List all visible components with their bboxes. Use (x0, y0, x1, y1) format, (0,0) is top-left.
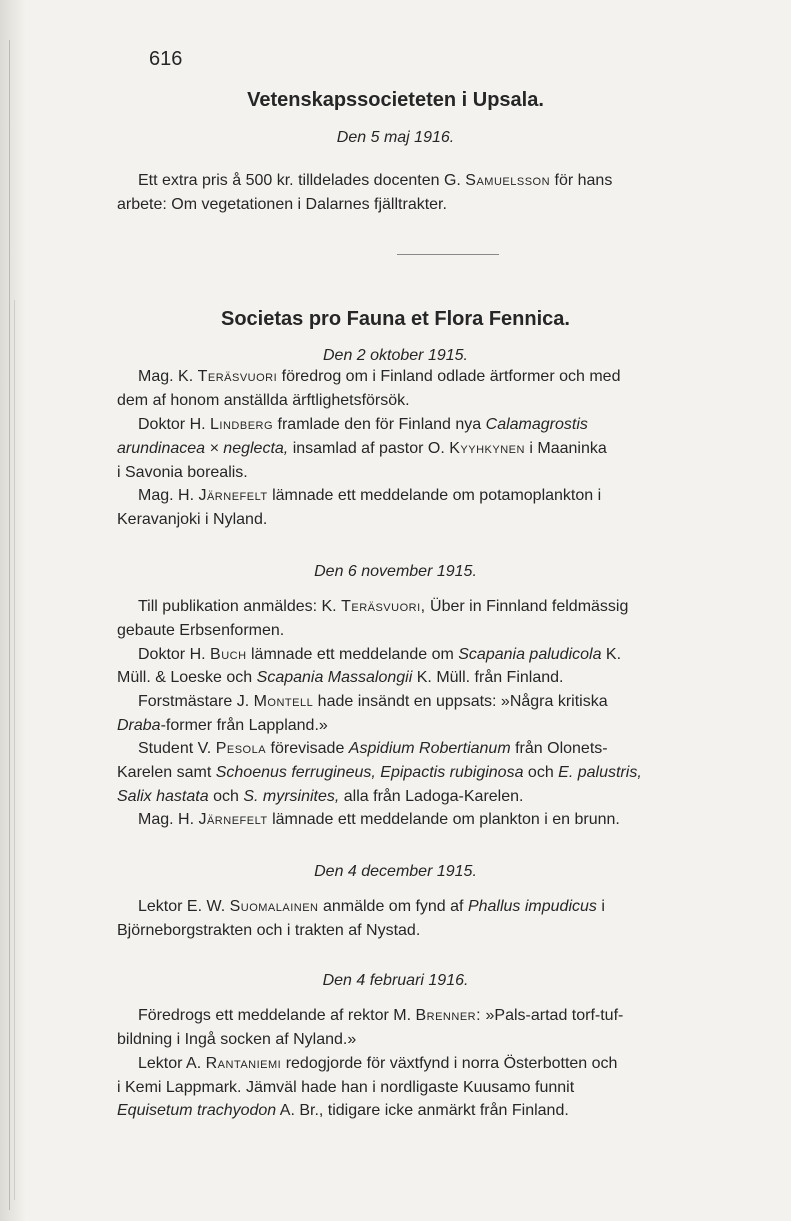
text-line: Mag. H. Järnefelt lämnade ett meddelande om plankton i en brunn. (138, 811, 620, 828)
section-title-vetenskapssocieteten: Vetenskapssocieteten i Upsala. (247, 89, 544, 111)
date-6-november: Den 6 november 1915. (314, 563, 477, 580)
text-line: Doktor H. Buch lämnade ett meddelande om Scapania paludicola K. (138, 646, 622, 663)
text-line: Föredrogs ett meddelande af rektor M. Brenner: »Pals-artad torf-tuf- (138, 1007, 624, 1024)
text-line: Forstmästare J. Montell hade insändt en uppsats: »Några kritiska (138, 693, 608, 710)
text-line: Till publikation anmäldes: K. Teräsvuori, Über in Finnland feldmässig (138, 598, 629, 615)
text-line: Salix hastata och S. myrsinites, alla från Ladoga-Karelen. (117, 788, 524, 805)
text-line: Lektor E. W. Suomalainen anmälde om fynd af Phallus impudicus i (138, 898, 605, 915)
text-line: bildning i Ingå socken af Nyland.» (117, 1031, 357, 1048)
text-line: arundinacea × neglecta, insamlad af pastor O. Kyyhkynen i Maaninka (117, 440, 607, 457)
page-number: 616 (149, 48, 183, 70)
text-line: Mag. K. Teräsvuori föredrog om i Finland odlade ärtformer och med (138, 368, 621, 385)
text-line: Lektor A. Rantaniemi redogjorde för växtfynd i norra Österbotten och (138, 1055, 618, 1072)
text-line: arbete: Om vegetationen i Dalarnes fjälltrakter. (117, 196, 447, 213)
binding-line-inner (14, 300, 15, 1200)
text-line: dem af honom anställda ärftlighetsförsök. (117, 392, 410, 409)
text-line: Student V. Pesola förevisade Aspidium Robertianum från Olonets- (138, 740, 608, 757)
text-line: Ett extra pris å 500 kr. tilldelades docenten G. Samuelsson för hans (138, 172, 613, 189)
text-line: Björneborgstrakten och i trakten af Nystad. (117, 922, 421, 939)
text-line: i Kemi Lappmark. Jämväl hade han i nordligaste Kuusamo funnit (117, 1079, 575, 1096)
text-line: Keravanjoki i Nyland. (117, 511, 268, 528)
page-edge-shadow (0, 0, 26, 1221)
text-line: Karelen samt Schoenus ferrugineus, Epipactis rubiginosa och E. palustris, (117, 764, 642, 781)
section-title-societas: Societas pro Fauna et Flora Fennica. (221, 308, 570, 330)
binding-line (9, 40, 10, 1210)
section-divider (397, 254, 499, 255)
text-line: i Savonia borealis. (117, 464, 248, 481)
text-line: gebaute Erbsenformen. (117, 622, 285, 639)
text-line: Mag. H. Järnefelt lämnade ett meddelande om potamoplankton i (138, 487, 602, 504)
text-line: Müll. & Loeske och Scapania Massalongii K. Müll. från Finland. (117, 669, 564, 686)
date-4-februari: Den 4 februari 1916. (322, 972, 469, 989)
text-line: Doktor H. Lindberg framlade den för Finland nya Calamagrostis (138, 416, 588, 433)
date-2-oktober: Den 2 oktober 1915. (323, 347, 468, 364)
date-4-december: Den 4 december 1915. (314, 863, 477, 880)
text-line: Equisetum trachyodon A. Br., tidigare icke anmärkt från Finland. (117, 1102, 569, 1119)
section1-date: Den 5 maj 1916. (336, 129, 455, 146)
text-line: Draba-former från Lappland.» (117, 717, 328, 734)
